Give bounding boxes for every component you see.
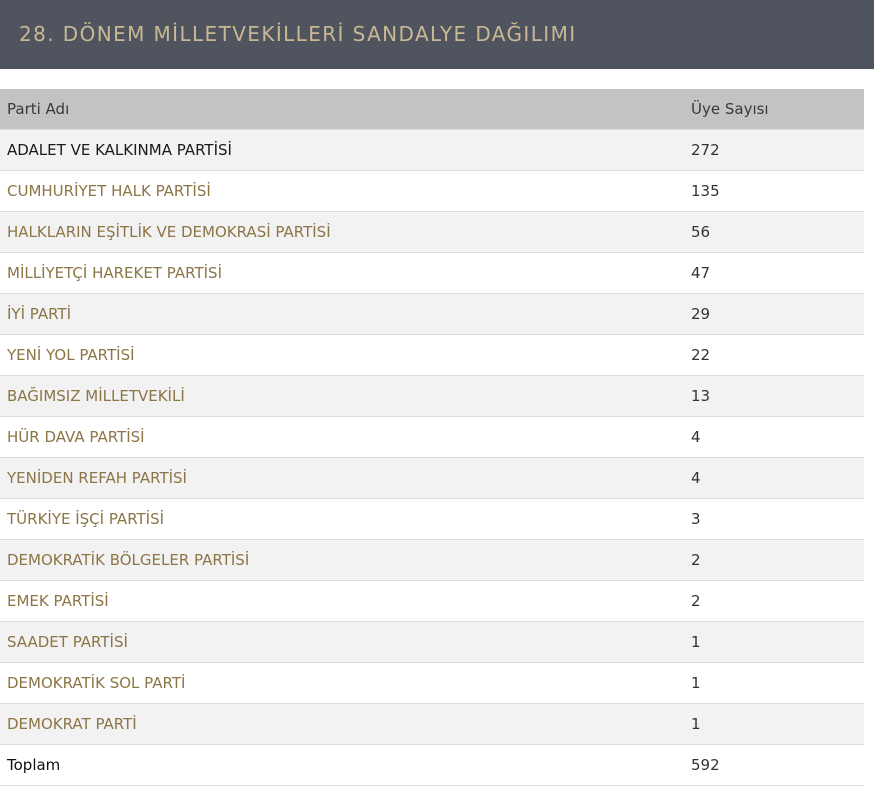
total-row	[0, 744, 864, 785]
member-count-cell: 272	[684, 129, 864, 170]
party-name-cell	[0, 252, 684, 293]
party-name-cell	[0, 662, 684, 703]
table-body	[0, 129, 864, 785]
member-count-cell: 4	[684, 457, 864, 498]
member-count-cell: 47	[684, 252, 864, 293]
table-row	[0, 580, 864, 621]
party-link[interactable]: CUMHURİYET HALK PARTİSİ	[7, 181, 211, 200]
table-row	[0, 293, 864, 334]
table-row	[0, 498, 864, 539]
member-count-cell: 1	[684, 703, 864, 744]
table-header	[0, 89, 864, 129]
party-link[interactable]: DEMOKRATİK SOL PARTİ	[7, 673, 186, 692]
party-name-cell	[0, 170, 684, 211]
party-name-cell	[0, 211, 684, 252]
party-link[interactable]: DEMOKRATİK BÖLGELER PARTİSİ	[7, 550, 250, 569]
party-link[interactable]: YENİ YOL PARTİSİ	[7, 345, 135, 364]
party-link[interactable]: ADALET VE KALKINMA PARTİSİ	[7, 140, 232, 159]
party-name-cell	[0, 457, 684, 498]
table-row	[0, 211, 864, 252]
table-header-row	[0, 89, 864, 129]
title-bar	[0, 0, 874, 69]
member-count-cell: 22	[684, 334, 864, 375]
party-link[interactable]: EMEK PARTİSİ	[7, 591, 109, 610]
member-count-cell: 135	[684, 170, 864, 211]
member-count-cell: 1	[684, 662, 864, 703]
member-count-cell: 13	[684, 375, 864, 416]
table-row	[0, 129, 864, 170]
table-row	[0, 170, 864, 211]
party-name-cell	[0, 703, 684, 744]
party-link[interactable]: TÜRKİYE İŞÇİ PARTİSİ	[7, 509, 165, 528]
party-link[interactable]: BAĞIMSIZ MİLLETVEKİLİ	[7, 386, 185, 405]
party-name-cell	[0, 416, 684, 457]
member-count-cell: 4	[684, 416, 864, 457]
party-link[interactable]: İYİ PARTİ	[7, 304, 72, 323]
party-name-cell	[0, 293, 684, 334]
table-row	[0, 416, 864, 457]
table-row	[0, 662, 864, 703]
table-row	[0, 457, 864, 498]
party-name-cell	[0, 539, 684, 580]
member-count-cell: 56	[684, 211, 864, 252]
party-link[interactable]: YENİDEN REFAH PARTİSİ	[7, 468, 187, 487]
table-row	[0, 375, 864, 416]
table-row	[0, 703, 864, 744]
total-count: 592	[684, 744, 864, 785]
member-count-cell: 1	[684, 621, 864, 662]
party-name-cell	[0, 375, 684, 416]
seat-distribution-table	[0, 89, 864, 786]
table-row	[0, 621, 864, 662]
party-name-cell	[0, 498, 684, 539]
party-name-cell	[0, 580, 684, 621]
total-label: Toplam	[0, 744, 684, 785]
page-title: 28. DÖNEM MİLLETVEKİLLERİ SANDALYE DAĞILIMI	[19, 22, 577, 46]
member-count-cell: 3	[684, 498, 864, 539]
party-link[interactable]: MİLLİYETÇİ HAREKET PARTİSİ	[7, 263, 222, 282]
member-count-cell: 29	[684, 293, 864, 334]
member-count-cell: 2	[684, 539, 864, 580]
column-header-party-name: Parti Adı	[7, 99, 70, 118]
party-link[interactable]: DEMOKRAT PARTİ	[7, 714, 137, 733]
party-link[interactable]: HÜR DAVA PARTİSİ	[7, 427, 145, 446]
party-link[interactable]: SAADET PARTİSİ	[7, 632, 128, 651]
party-name-cell	[0, 129, 684, 170]
table-row	[0, 334, 864, 375]
column-header-member-count: Üye Sayısı	[691, 99, 769, 118]
member-count-cell: 2	[684, 580, 864, 621]
party-name-cell	[0, 334, 684, 375]
party-name-cell	[0, 621, 684, 662]
table-row	[0, 252, 864, 293]
table-row	[0, 539, 864, 580]
party-link[interactable]: HALKLARIN EŞİTLİK VE DEMOKRASİ PARTİSİ	[7, 222, 331, 241]
